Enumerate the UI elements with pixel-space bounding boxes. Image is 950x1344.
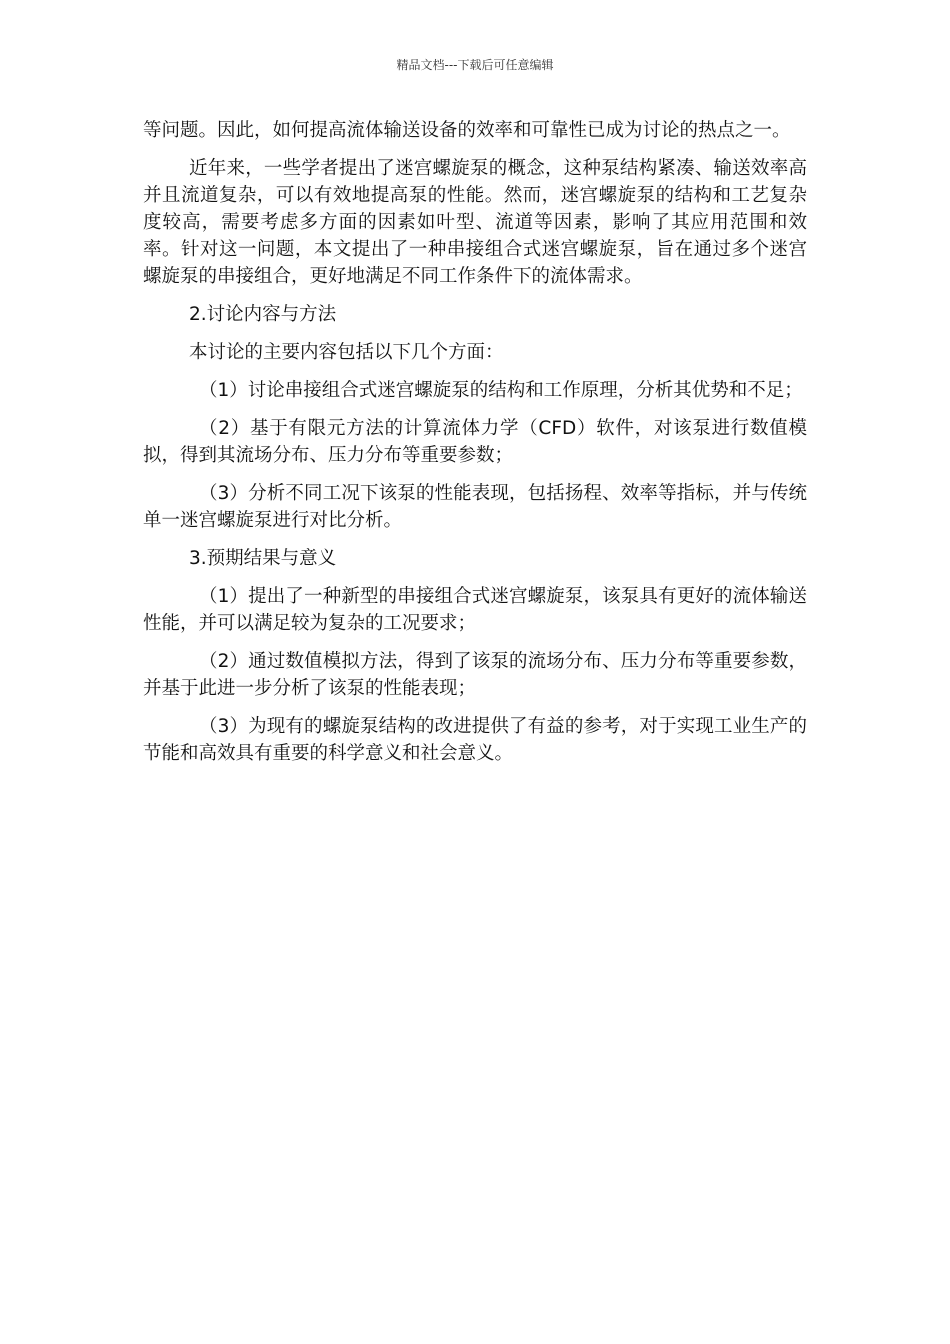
list-item-result-2: （2）通过数值模拟方法，得到了该泵的流场分布、压力分布等重要参数，并基于此进一步分析了该泵的性能表现； bbox=[143, 651, 807, 699]
paragraph-methods-intro: 本讨论的主要内容包括以下几个方面： bbox=[189, 342, 504, 363]
section-heading-methods: 2.讨论内容与方法 bbox=[189, 304, 337, 325]
document-body bbox=[143, 117, 807, 778]
paragraph-background: 近年来，一些学者提出了迷宫螺旋泵的概念，这种泵结构紧凑、输送效率高并且流道复杂，可以有效地提高泵的性能。然而，迷宫螺旋泵的结构和工艺复杂度较高，需要考虑多方面的因素如叶型、流道等因素，影响了其应用范围和效率。针对这一问题，本文提出了一种串接组合式迷宫螺旋泵，旨在通过多个迷宫螺旋泵的串接组合，更好地满足不同工作条件下的流体需求。 bbox=[143, 158, 807, 287]
list-item-result-1: （1）提出了一种新型的串接组合式迷宫螺旋泵，该泵具有更好的流体输送性能，并可以满足较为复杂的工况要求； bbox=[143, 586, 807, 634]
list-item-method-2: （2）基于有限元方法的计算流体力学（CFD）软件，对该泵进行数值模拟，得到其流场分布、压力分布等重要参数； bbox=[143, 418, 807, 466]
list-item-method-1: （1）讨论串接组合式迷宫螺旋泵的结构和工作原理，分析其优势和不足； bbox=[199, 380, 803, 401]
section-heading-results: 3.预期结果与意义 bbox=[189, 548, 337, 569]
list-item-method-3: （3）分析不同工况下该泵的性能表现，包括扬程、效率等指标，并与传统单一迷宫螺旋泵进行对比分析。 bbox=[143, 483, 807, 531]
list-item-result-3: （3）为现有的螺旋泵结构的改进提供了有益的参考，对于实现工业生产的节能和高效具有重要的科学意义和社会意义。 bbox=[143, 716, 807, 764]
page-header: 精品文档---下载后可任意编辑 bbox=[396, 58, 554, 72]
paragraph-continuation: 等问题。因此，如何提高流体输送设备的效率和可靠性已成为讨论的热点之一。 bbox=[143, 120, 791, 141]
